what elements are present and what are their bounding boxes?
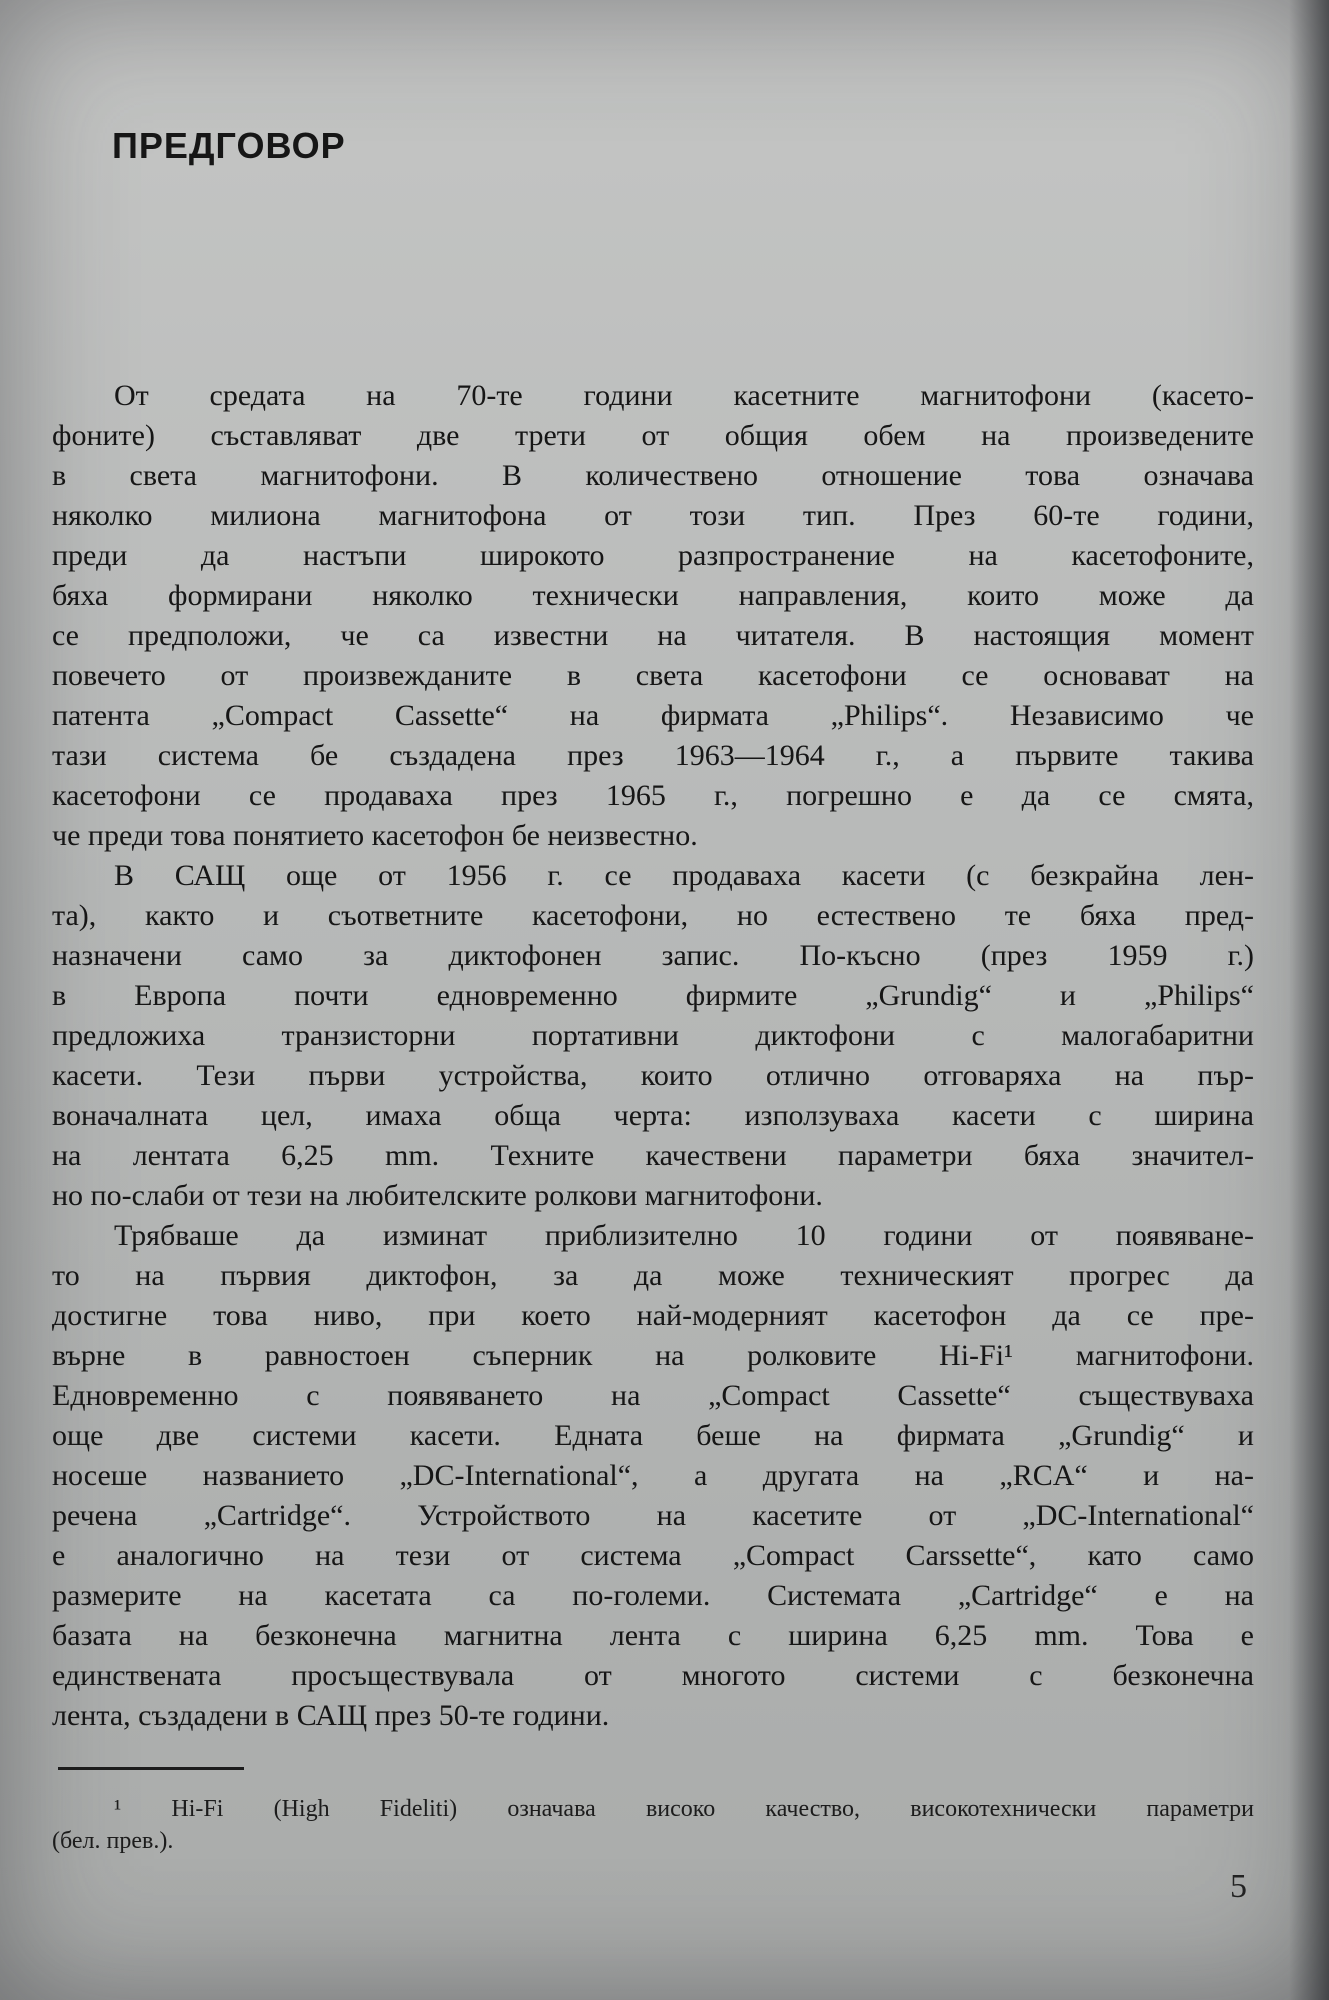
text-line: достигне това ниво, при което най-модерният касетофон да се пре- — [52, 1299, 1254, 1332]
paragraph-2 — [52, 856, 1254, 1216]
page-edge-shadow — [1289, 0, 1329, 2000]
text-line: фоните) съставляват две трети от общия обем на произведените — [52, 419, 1254, 452]
paragraph-1 — [52, 376, 1254, 856]
text-line: повечето от произвежданите в света касетофони се основават на — [52, 659, 1254, 692]
text-line: касетофони се продаваха през 1965 г., погрешно е да се смята, — [52, 779, 1254, 812]
text-line: на лентата 6,25 mm. Техните качествени параметри бяха значител- — [52, 1139, 1254, 1172]
text-line: та), както и съответните касетофони, но естествено те бяха пред- — [52, 899, 1254, 932]
text-line: речена „Cartridge“. Устройството на касетите от „DC-International“ — [52, 1499, 1254, 1532]
body-text — [52, 376, 1254, 1736]
text-line: то на първия диктофон, за да може техническият прогрес да — [52, 1259, 1254, 1292]
text-line: бяха формирани няколко технически направления, които може да — [52, 579, 1254, 612]
text-line: преди да настъпи широкото разпространение на касетофоните, — [52, 539, 1254, 572]
text-line: че преди това понятието касетофон бе неизвестно. — [52, 819, 698, 852]
text-line: в Европа почти едновременно фирмите „Grundig“ и „Philips“ — [52, 979, 1254, 1012]
footnote-line: ¹ Hi-Fi (High Fideliti) означава високо качество, високотехнически параметри — [114, 1796, 1254, 1822]
text-line: в света магнитофони. В количествено отношение това означава — [52, 459, 1254, 492]
text-line: В САЩ още от 1956 г. се продаваха касети (с безкрайна лен- — [114, 859, 1254, 892]
text-line: тази система бе създадена през 1963—1964 г., а първите такива — [52, 739, 1254, 772]
text-line: но по-слаби от тези на любителските ролкови магнитофони. — [52, 1179, 823, 1212]
footnote — [52, 1793, 1254, 1857]
page-number: 5 — [1230, 1868, 1247, 1905]
text-line: патента „Compact Cassette“ на фирмата „Philips“. Независимо че — [52, 699, 1254, 732]
footnote-line: (бел. прев.). — [52, 1828, 174, 1854]
text-line: единствената просъществувала от многото системи с безконечна — [52, 1659, 1254, 1692]
text-line: размерите на касетата са по-големи. Системата „Cartridge“ е на — [52, 1579, 1254, 1612]
text-line: още две системи касети. Едната беше на фирмата „Grundig“ и — [52, 1419, 1254, 1452]
text-line: върне в равностоен съперник на ролковите Hi-Fi¹ магнитофони. — [52, 1339, 1254, 1372]
text-line: Трябваше да изминат приблизително 10 години от появяване- — [114, 1219, 1254, 1252]
paragraph-3 — [52, 1216, 1254, 1736]
text-line: базата на безконечна магнитна лента с ширина 6,25 mm. Това е — [52, 1619, 1254, 1652]
text-line: Едновременно с появяването на „Compact Cassette“ съществуваха — [52, 1379, 1254, 1412]
text-line: предложиха транзисторни портативни диктофони с малогабаритни — [52, 1019, 1254, 1052]
chapter-heading: ПРЕДГОВОР — [112, 125, 346, 166]
text-line: лента, създадени в САЩ през 50-те години. — [52, 1699, 610, 1732]
text-line: От средата на 70-те години касетните магнитофони (касето- — [114, 379, 1254, 412]
text-line: касети. Тези първи устройства, които отлично отговаряха на пър- — [52, 1059, 1254, 1092]
text-line: назначени само за диктофонен запис. По-късно (през 1959 г.) — [52, 939, 1254, 972]
text-line: се предположи, че са известни на читателя. В настоящия момент — [52, 619, 1254, 652]
text-line: е аналогично на тези от система „Compact Carssette“, като само — [52, 1539, 1254, 1572]
text-line: няколко милиона магнитофона от този тип. През 60-те години, — [52, 499, 1254, 532]
footnote-divider — [58, 1767, 244, 1770]
text-line: носеше названието „DC-International“, а другата на „RCA“ и на- — [52, 1459, 1254, 1492]
text-line: воначалната цел, имаха обща черта: използуваха касети с ширина — [52, 1099, 1254, 1132]
